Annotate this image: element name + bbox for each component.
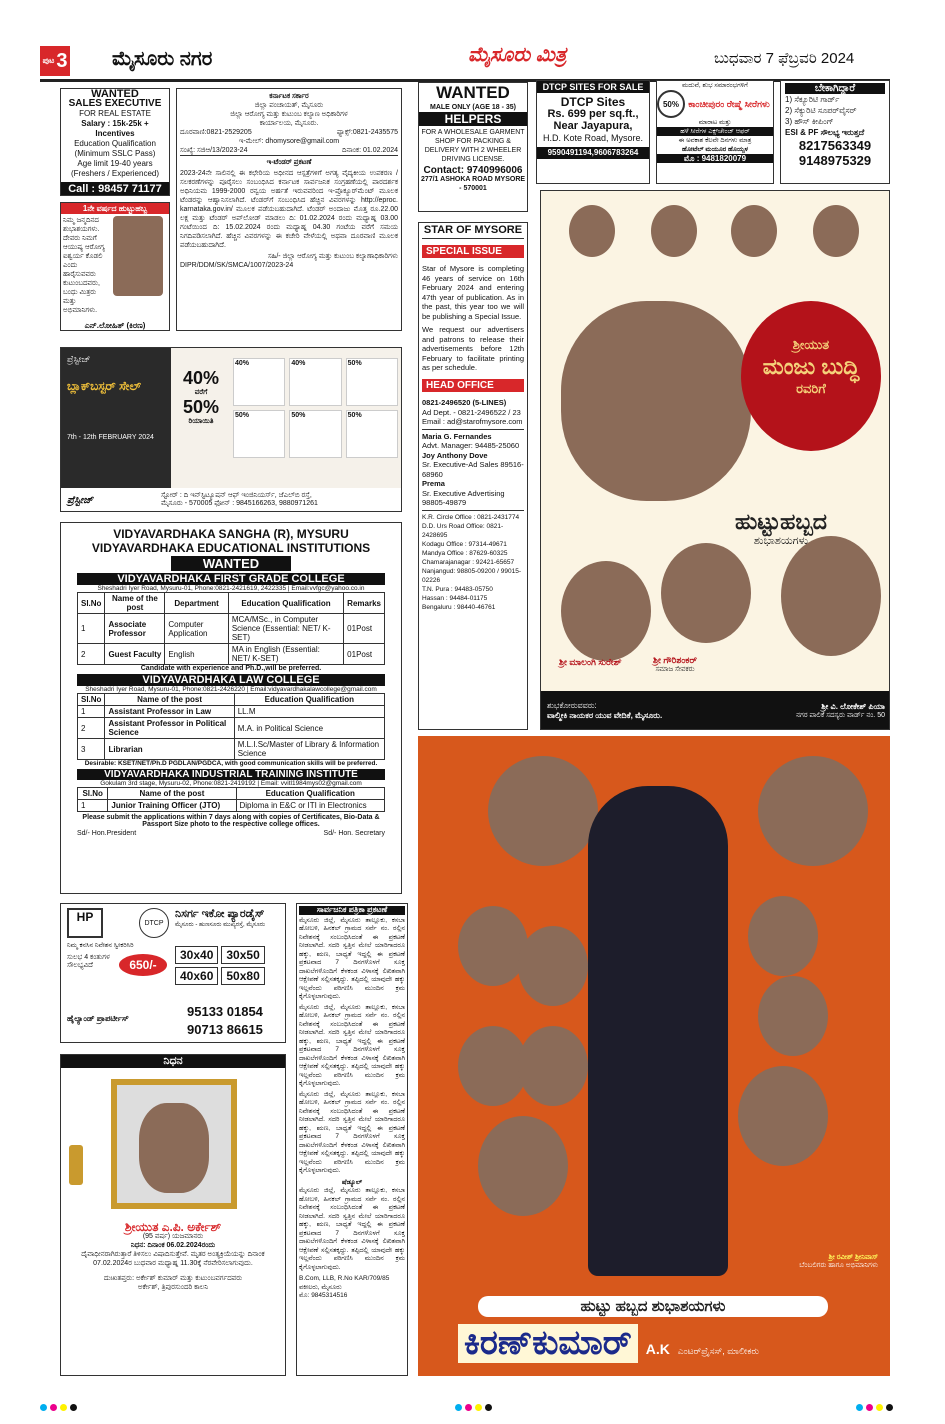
product-tile: 50% <box>233 410 285 458</box>
portrait-photo <box>139 1103 209 1193</box>
product-tile: 50% <box>346 358 398 406</box>
registration-dot <box>876 1404 883 1411</box>
table-row: 2 Assistant Professor in Political Science M.A. in Political Science <box>78 718 385 739</box>
product-grid <box>233 358 398 458</box>
newspaper-title: ಮೈಸೂರು ಮಿತ್ರ <box>468 44 567 66</box>
law-posts-table: Sl.No Name of the post Education Qualification 1 Assistant Professor in Law LL.M 2 Assistant Professor in Political Science M.A. in Political Science 3 Librarian M.L.I.Sc/Master of Library & Information Science <box>77 693 385 760</box>
sale-banner: ಪ್ರೆಸ್ಟೀಜ್ ಬ್ಲಾಕ್‌ಬಸ್ಟರ್ ಸೇಲ್ 7th - 12th FEBRUARY 2024 <box>61 348 171 488</box>
portrait-frame <box>111 1079 237 1209</box>
registration-dot <box>886 1404 893 1411</box>
public-notice: ಸಾರ್ವಜನಿಕ ಪತ್ರಿಕಾ ಪ್ರಕಟಣೆ ಮೈಸೂರು ಜಿಲ್ಲೆ, ಮೈಸೂರು ತಾಲ್ಲೂಕು, ಕಸಬಾ ಹೋಬಳಿ, ಹಿನಕಲ್ ಗ್ರಾಮದ ಸರ್ವೆ ನಂ. ರಲ್ಲಿನ ನಿವೇಶನಕ್ಕೆ ಸಂಬಂಧಿಸಿದಂತೆ ಈ ಪ್ರಕಟಣೆ ನೀಡಲಾಗಿದೆ. ಸದರಿ ಸ್ವತ್ತಿನ ಮೇಲೆ ಯಾರಿಗಾದರೂ ಹಕ್ಕು, ಋಣ, ಬಾಧ್ಯತೆ ಇದ್ದಲ್ಲಿ ಈ ಪ್ರಕಟಣೆ ಪ್ರಕಟವಾದ 7 ದಿನಗಳೊಳಗೆ ಸೂಕ್ತ ದಾಖಲೆಗಳೊಂದಿಗೆ ಕೆಳಕಂಡ ವಿಳಾಸಕ್ಕೆ ಲಿಖಿತವಾಗಿ ಆಕ್ಷೇಪಣೆ ಸಲ್ಲಿಸತಕ್ಕದ್ದು. ತಪ್ಪಿದಲ್ಲಿ ಯಾವುದೇ ಹಕ್ಕು ಇಲ್ಲವೆಂದು ಪರಿಗಣಿಸಿ ಮುಂದಿನ ಕ್ರಮ ಕೈಗೊಳ್ಳಲಾಗುವುದು. ಮೈಸೂರು ಜಿಲ್ಲೆ, ಮೈಸೂರು ತಾಲ್ಲೂಕು, ಕಸಬಾ ಹೋಬಳಿ, ಹಿನಕಲ್ ಗ್ರಾಮದ ಸರ್ವೆ ನಂ. ರಲ್ಲಿನ ನಿವೇಶನಕ್ಕೆ ಸಂಬಂಧಿಸಿದಂತೆ ಈ ಪ್ರಕಟಣೆ ನೀಡಲಾಗಿದೆ. ಸದರಿ ಸ್ವತ್ತಿನ ಮೇಲೆ ಯಾರಿಗಾದರೂ ಹಕ್ಕು, ಋಣ, ಬಾಧ್ಯತೆ ಇದ್ದಲ್ಲಿ ಈ ಪ್ರಕಟಣೆ ಪ್ರಕಟವಾದ 7 ದಿನಗಳೊಳಗೆ ಸೂಕ್ತ ದಾಖಲೆಗಳೊಂದಿಗೆ ಕೆಳಕಂಡ ವಿಳಾಸಕ್ಕೆ ಲಿಖಿತವಾಗಿ ಆಕ್ಷೇಪಣೆ ಸಲ್ಲಿಸತಕ್ಕದ್ದು. ತಪ್ಪಿದಲ್ಲಿ ಯಾವುದೇ ಹಕ್ಕು ಇಲ್ಲವೆಂದು ಪರಿಗಣಿಸಿ ಮುಂದಿನ ಕ್ರಮ ಕೈಗೊಳ್ಳಲಾಗುವುದು. ಮೈಸೂರು ಜಿಲ್ಲೆ, ಮೈಸೂರು ತಾಲ್ಲೂಕು, ಕಸಬಾ ಹೋಬಳಿ, ಹಿನಕಲ್ ಗ್ರಾಮದ ಸರ್ವೆ ನಂ. ರಲ್ಲಿನ ನಿವೇಶನಕ್ಕೆ ಸಂಬಂಧಿಸಿದಂತೆ ಈ ಪ್ರಕಟಣೆ ನೀಡಲಾಗಿದೆ. ಸದರಿ ಸ್ವತ್ತಿನ ಮೇಲೆ ಯಾರಿಗಾದರೂ ಹಕ್ಕು, ಋಣ, ಬಾಧ್ಯತೆ ಇದ್ದಲ್ಲಿ ಈ ಪ್ರಕಟಣೆ ಪ್ರಕಟವಾದ 7 ದಿನಗಳೊಳಗೆ ಸೂಕ್ತ ದಾಖಲೆಗಳೊಂದಿಗೆ ಕೆಳಕಂಡ ವಿಳಾಸಕ್ಕೆ ಲಿಖಿತವಾಗಿ ಆಕ್ಷೇಪಣೆ ಸಲ್ಲಿಸತಕ್ಕದ್ದು. ತಪ್ಪಿದಲ್ಲಿ ಯಾವುದೇ ಹಕ್ಕು ಇಲ್ಲವೆಂದು ಪರಿಗಣಿಸಿ ಮುಂದಿನ ಕ್ರಮ ಕೈಗೊಳ್ಳಲಾಗುವುದು. ಷೆಡ್ಯೂಲ್ ಮೈಸೂರು ಜಿಲ್ಲೆ, ಮೈಸೂರು ತಾಲ್ಲೂಕು, ಕಸಬಾ ಹೋಬಳಿ, ಹಿನಕಲ್ ಗ್ರಾಮದ ಸರ್ವೆ ನಂ. ರಲ್ಲಿನ ನಿವೇಶನಕ್ಕೆ ಸಂಬಂಧಿಸಿದಂತೆ ಈ ಪ್ರಕಟಣೆ ನೀಡಲಾಗಿದೆ. ಸದರಿ ಸ್ವತ್ತಿನ ಮೇಲೆ ಯಾರಿಗಾದರೂ ಹಕ್ಕು, ಋಣ, ಬಾಧ್ಯತೆ ಇದ್ದಲ್ಲಿ ಈ ಪ್ರಕಟಣೆ ಪ್ರಕಟವಾದ 7 ದಿನಗಳೊಳಗೆ ಸೂಕ್ತ ದಾಖಲೆಗಳೊಂದಿಗೆ ಕೆಳಕಂಡ ವಿಳಾಸಕ್ಕೆ ಲಿಖಿತವಾಗಿ ಆಕ್ಷೇಪಣೆ ಸಲ್ಲಿಸತಕ್ಕದ್ದು. ತಪ್ಪಿದಲ್ಲಿ ಯಾವುದೇ ಹಕ್ಕು ಇಲ್ಲವೆಂದು ಪರಿಗಣಿಸಿ ಮುಂದಿನ ಕ್ರಮ ಕೈಗೊಳ್ಳಲಾಗುವುದು. B.Com, LLB, R.No KAR/709/85 ವಕೀಲರು, ಮೈಸೂರು ಮೊ: 9845314516 <box>296 903 408 1376</box>
sales-executive-ad: WANTED SALES EXECUTIVE FOR REAL ESTATE Salary : 15k-25k + Incentives Education Qualification (Minimum SSLC Pass) Age limit 19-40 years (Freshers / Experienced) Call : 98457 71177 <box>60 88 170 196</box>
plots-sale-ad: HP DTCP ನಿಸರ್ಗ ಇಕೋ ಪ್ಯಾರಡೈಸ್ ಮೈಸೂರು - ಹುಣಸೂರು ಮುಖ್ಯರಸ್ತೆ, ಮೈಸೂರು ನಿಮ್ಮ ಕನಸಿನ ನಿವೇಶನ ಸ್ವೀಕರಿಸಿರಿ ಸುಲಭ 4 ಕಂತುಗಳ ಸೌಲಭ್ಯವಿದೆ 650/- 30x40 30x50 40x60 50x80 ಹೈಲ್ಯಾಂಡ್ ಪ್ರಾಪರ್ಟೀಸ್ 95133 01854 90713 86615 <box>60 903 286 1043</box>
supporter-photo <box>518 1026 588 1106</box>
discount-badge: 50% <box>657 90 685 118</box>
swamiji-photo <box>569 205 615 257</box>
ad-footer: ಶುಭಕೋರುವವರು: ವಾಲ್ಮೀಕಿ ನಾಯಕರ ಯುವ ವೇದಿಕೆ, ಮೈಸೂರು. ಶ್ರೀ ವಿ. ಲೋಕೇಶ್ ಪಿಯಾ ನಗರ ಪಾಲಿಕೆ ಸದಸ್ಯರು ವಾರ್ಡ್ ನಂ. 50 <box>541 691 890 730</box>
page-number-badge: ಪುಟ 3 <box>40 46 70 76</box>
registration-dot <box>856 1404 863 1411</box>
product-tile: 50% <box>346 410 398 458</box>
swamiji-photo <box>651 205 697 257</box>
prestige-sale-ad <box>60 347 402 512</box>
supporter-photo <box>488 756 598 866</box>
swamiji-photo <box>731 205 777 257</box>
table-row: 2 Guest Faculty English MA in English (Essential: NET/ K-SET) 01Post <box>78 644 385 665</box>
table-row: 3 Librarian M.L.I.Sc/Master of Library & Information Science <box>78 739 385 760</box>
registration-dot <box>40 1404 47 1411</box>
supporter-photo <box>458 906 528 986</box>
manju-buddhi-photo <box>561 301 751 501</box>
table-row: 1 Associate Professor Computer Application MCA/MSc., in Computer Science (Essential: NET/ K-SET) 01Post <box>78 614 385 644</box>
college-posts-table: Sl.No Name of the post Department Education Qualification Remarks 1 Associate Professor Computer Application MCA/MSc., in Computer Science (Essential: NET/ K-SET) 01Post 2 Guest Faculty English MA in English (Essential: NET/ K-SET) 01Post <box>77 592 385 665</box>
supporter-photo <box>661 543 751 643</box>
silk-sarees-ad: ಮದುವೆ, ಶುಭ ಸಮಾರಂಭಗಳಿಗೆ 50% ಕಾಂಚೀಪುರಂ ರೇಷ್ಮೆ ಸೀರೆಗಳು ಮಾರಾಟ ಮತ್ತು ಹಳೆ ಸೀರೆಗಳ ಎಕ್ಸ್‌ಚೇಂಜ್ ಆಫರ್ ಈ ಅವಕಾಶ ಕೆಲವೇ ದಿನಗಳು ಮಾತ್ರ ಹೋಟೆಲ್ ಮಯೂರ ಹೊಯ್ಸಳ ಮೊ : 9481820079 <box>656 80 774 184</box>
registration-dot <box>475 1404 482 1411</box>
obituary-ad: ನಿಧನ ಶ್ರೀಯುತ ಎ.ಪಿ. ಅರ್ಕೇಶ್ (95 ವರ್ಷ) ಯಜಮಾನರು ನಿಧನ: ದಿನಾಂಕ 06.02.2024ರಂದು ದೈವಾಧೀನರಾಗಿರುತ್ತಾರೆ ತಿಳಿಸಲು ವಿಷಾದಿಸುತ್ತೇವೆ. ಮೃತರ ಅಂತ್ಯಕ್ರಿಯೆಯನ್ನು ದಿನಾಂಕ 07.02.2024ರ ಬುಧವಾರ ಮಧ್ಯಾಹ್ನ 11.30ಕ್ಕೆ ನೆರವೇರಿಸಲಾಗುವುದು. ದುಃಖತಪ್ತರು: ಅರ್ಕೇಶ್ ಕುಮಾರ್ ಮತ್ತು ಕುಟುಂಬವರ್ಗದವರು ಅರ್ಕೇಶ್, ತ್ರಿಪುರಸುಂದರಿ ಕಾಲನಿ <box>60 1054 286 1376</box>
birthday-ad: 1ನೇ ವರ್ಷದ ಹುಟ್ಟುಹಬ್ಬ ನಿಮ್ಮ ಜನ್ಮದಿನದ ಶುಭಾಶಯಗಳು. ದೇವರು ನಿಮಗೆ ಆಯುಷ್ಯ ಆರೋಗ್ಯ ಐಶ್ವರ್ಯ ಕೊಡಲಿ ಎಂದು ಹಾರೈಸುವವರು ಕುಟುಂಬದವರು, ಬಂಧು ಮಿತ್ರರು ಮತ್ತು ಅಭಿಮಾನಿಗಳು. ಎನ್.ಲೋಹಿತ್ (ಕಿರಣ) <box>60 202 170 331</box>
star-of-mysore-notice: STAR OF MYSORE SPECIAL ISSUE Star of Mysore is completing 46 years of service on 16th February 2024 and entering 47th year of publication. As in the past, this year too we will be publishing a Special Issue. We request our advertisers and patrons to release their advertisements before 12th February to facilitate printing as per schedule. HEAD OFFICE 0821-2496520 (5-LINES) Ad Dept. - 0821-2496522 / 23 Email : ad@starofmysore.com Maria G. Fernandes Advt. Manager: 94485-25060 Joy Anthony Dove Sr. Executive-Ad Sales 89516-68960 Prema Sr. Executive Advertising 98805-49879 K.R. Circle Office : 0821-2431774 D.D. Urs Road Office: 0821-2428695 Kodagu Office : 97314-49671 Mandya Office : 87629-60325 Chamarajanagar : 92421-65657 Nanjangud: 98805-09200 / 99015-02226 T.N. Pura : 94483-05750 Hassan : 94484-01175 Bengaluru : 98440-46761 <box>418 222 528 730</box>
e-tender-notice: ಕರ್ನಾಟಕ ಸರ್ಕಾರ ಜಿಲ್ಲಾ ಪಂಚಾಯತ್, ಮೈಸೂರು ಜಿಲ್ಲಾ ಆರೋಗ್ಯ ಮತ್ತು ಕುಟುಂಬ ಕಲ್ಯಾಣ ಅಧಿಕಾರಿಗಳ ಕಾರ್ಯಾಲಯ, ಮೈಸೂರು. ದೂರವಾಣಿ:0821-2529205 ಫ್ಯಾಕ್ಸ್:0821-2435575 ಇ-ಮೇಲ್: dhomysore@gmail.com ಸಂಖ್ಯೆ: ಸಜಿಆ/13/2023-24 ದಿನಾಂಕ: 01.02.2024 ಇ-ಟೆಂಡರ್ ಪ್ರಕಟಣೆ 2023-24ನೇ ಸಾಲಿನಲ್ಲಿ ಈ ಕಛೇರಿಯ ಅಧೀನದ ಆಸ್ಪತ್ರೆಗಳಿಗೆ ಅಗತ್ಯ ವೈದ್ಯಕೀಯ ಉಪಕರಣ / ಸಲಕರಣೆಗಳನ್ನು ಪೂರೈಸಲು ಸಂಬಂಧಿಸಿದ ಕರ್ನಾಟಕ ಸಾರ್ವಜನಿಕ ಸಂಗ್ರಹಣೆಯಲ್ಲಿ ಪಾರದರ್ಶಕ ಅಧಿನಿಯಮ 1999-2000 ರನ್ವಯ ಅರ್ಹತೆ ಇರುವವರಿಂದ ಇ-ಪ್ರೊಕ್ಯೂರ್‌ಮೆಂಟ್ ಮೂಲಕ ಟೆಂಡರನ್ನು ಆಹ್ವಾನಿಸಲಾಗಿದೆ. ಟೆಂಡರ್‌ಗೆ ಸಂಬಂಧಿಸಿದ ಹೆಚ್ಚಿನ ವಿವರಗಳನ್ನು http://eproc. karnataka.gov.in/ ಮೂಲಕ ಪಡೆಯಬಹುದಾಗಿದೆ. ಟೆಂಡರ್ ಅಂದಾಜು ಮೊತ್ತ ರೂ.22.00 ಲಕ್ಷ ಮತ್ತು ಟೆಂಡರ್ ಅಪ್‌ಲೋಡ್ ಮಾಡಲು ದಿ: 01.02.2024 ರಂದು ಮಧ್ಯಾಹ್ನ 03.00 ಗಂಟೆಯಿಂದ ದಿ: 15.02.2024 ರಂದು ಮಧ್ಯಾಹ್ನ 04.30 ಗಂಟೆಯ ವರೆಗೆ ಸಮಯ ನಿಗದಿಪಡಿಸಲಾಗಿದೆ. ಹೆಚ್ಚಿನ ವಿವರಗಳನ್ನು ಈ ಕಚೇರಿ ವೇಳೆಯಲ್ಲಿ ಅಥವಾ ದೂರವಾಣಿ ಮೂಲಕ ಪಡೆಯಬಹುದಾಗಿದೆ. ಸಹಿ/- ಜಿಲ್ಲಾ ಆರೋಗ್ಯ ಮತ್ತು ಕುಟುಂಬ ಕಲ್ಯಾಣಾಧಿಕಾರಿಗಳು DIPR/DDM/SK/SMCA/1007/2023-24 <box>176 88 402 331</box>
swamiji-photo <box>813 205 859 257</box>
product-tile: 40% <box>233 358 285 406</box>
registration-dot <box>465 1404 472 1411</box>
table-row: 1 Junior Training Officer (JTO) Diploma in E&C or ITI in Electronics <box>78 800 385 812</box>
discount-block: 40% ವರೆಗೆ 50% ರಿಯಾಯಿತಿ <box>182 368 220 425</box>
kiran-kumar-birthday-ad: ಶ್ರೀ ರವೀಶ್ ಶ್ರೀನಿವಾಸ್ ಬೆಂಬಲಿಗರು ಹಾಗೂ ಅಭಿಮಾನಿಗಳು ಹುಟ್ಟು ಹಬ್ಬದ ಶುಭಾಶಯಗಳು ಕಿರಣ್‌ಕುಮಾರ್ A.K ಎಂಟರ್‌ಪ್ರೈಸಸ್, ಮಾಲೀಕರು <box>418 736 890 1376</box>
registration-dot <box>485 1404 492 1411</box>
table-row: 1 Assistant Professor in Law LL.M <box>78 706 385 718</box>
security-jobs-ad: ಬೇಕಾಗಿದ್ದಾರೆ 1) ಸೆಕ್ಯೂರಿಟಿ ಗಾರ್ಡ್ 2) ಸೆಕ್ಯುರಿಟಿ ಸೂಪರ್‌ವೈಸರ್ 3) ಹೌಸ್ ಕೀಪಿಂಗ್ ESI & PF ಸೌಲಭ್ಯ ಇರುತ್ತದೆ 8217563349 9148975329 <box>780 80 890 184</box>
lamp-icon <box>69 1145 83 1185</box>
supporter-photo <box>478 1116 568 1216</box>
child-photo <box>113 216 163 296</box>
kiran-kumar-photo <box>588 786 728 1276</box>
supporter-photo <box>758 756 868 866</box>
name-medallion: ಶ್ರೀಯುತ ಮಂಜು ಬುದ್ಧಿ ರವರಿಗೆ <box>741 301 881 451</box>
registration-dot <box>60 1404 67 1411</box>
registration-dot <box>866 1404 873 1411</box>
supporter-photo <box>758 976 828 1056</box>
supporter-photo <box>781 536 881 656</box>
supporter-photo <box>738 1066 828 1166</box>
iti-posts-table: Sl.No Name of the post Education Qualification 1 Junior Training Officer (JTO) Diploma in E&C or ITI in Electronics <box>77 787 385 812</box>
plot-sizes: 30x40 30x50 40x60 50x80 <box>175 946 265 985</box>
registration-dot <box>455 1404 462 1411</box>
store-address: ಪ್ರೆಸ್ಟೀಜ್ ಸ್ಟೋರ್ : ದಿ ಇನ್‌ಸ್ಟಿಟ್ಯೂಷನ್ ಆಫ್ ಇಂಜಿನಿಯರ್ಸ್, ಜೆಎಲ್‌ಬಿ ರಸ್ತೆ, ಮೈಸೂರು - 570005 ಫೋನ್ : 9845166263, 9880971261 <box>61 488 401 512</box>
registration-dot <box>50 1404 57 1411</box>
issue-date: ಬುಧವಾರ 7 ಫೆಬ್ರವರಿ 2024 <box>714 50 855 67</box>
helpers-wanted-ad: WANTED MALE ONLY (AGE 18 - 35) HELPERS FOR A WHOLESALE GARMENT SHOP FOR PACKING & DELIVERY WITH 2 WHEELER DRIVING LICENSE. Contact: 9740996006 277/1 ASHOKA ROAD MYSORE - 570001 <box>418 82 528 212</box>
product-tile: 40% <box>289 358 341 406</box>
dtcp-seal: DTCP <box>139 908 169 938</box>
dtcp-sites-ad: DTCP SITES FOR SALE DTCP Sites Rs. 699 per sq.ft., Near Jayapura, H.D. Kote Road, Mysore. 9590491194,9606783264 <box>536 80 650 184</box>
logo-icon: HP <box>67 908 103 938</box>
branch-offices: K.R. Circle Office : 0821-2431774 D.D. Urs Road Office: 0821-2428695 Kodagu Office : 97314-49671 Mandya Office : 87629-60325 Chamarajanagar : 92421-65657 Nanjangud: 98805-09200 / 99015-02226 T.N. Pura : 94483-05750 Hassan : 94484-01175 Bengaluru : 98440-46761 <box>422 513 522 611</box>
registration-dot <box>70 1404 77 1411</box>
supporter-photo <box>748 896 818 976</box>
section-title: ಮೈಸೂರು ನಗರ <box>112 48 213 70</box>
supporter-photo <box>518 926 588 1006</box>
supporter-photo <box>561 561 651 661</box>
manju-buddhi-birthday-ad: ಶ್ರೀಯುತ ಮಂಜು ಬುದ್ಧಿ ರವರಿಗೆ ಹುಟ್ಟುಹಬ್ಬದ ಶುಭಾಶಯಗಳು ಶ್ರೀ ಮಾಲಂಗಿ ಸುರೇಶ್ ಶ್ರೀ ಗೌರಿಶಂಕರ್ ಸಮಾಜ ಸೇವಕರು ಶುಭಕೋರುವವರು: ವಾಲ್ಮೀಕಿ ನಾಯಕರ ಯುವ ವೇದಿಕೆ, ಮೈಸೂರು. ಶ್ರೀ ವಿ. ಲೋಕೇಶ್ ಪಿಯಾ ನಗರ ಪಾಲಿಕೆ ಸದಸ್ಯರು ವಾರ್ಡ್ ನಂ. 50 <box>540 190 890 730</box>
vidyavardhaka-recruitment-ad: VIDYAVARDHAKA SANGHA (R), MYSURU VIDYAVARDHAKA EDUCATIONAL INSTITUTIONS WANTED VIDYAVARDHAKA FIRST GRADE COLLEGE Sheshadri Iyer Road, Mysuru-01, Phone:0821-2421619, 2422335 | Email:vvfgc@yahoo.co.in Sl.No Name of the post Department Education Qualification Remarks 1 Associate Professor Computer Application MCA/MSc., in Computer Science (Essential: NET/ K-SET) 01Post 2 Guest Faculty English MA in English (Essential: NET/ K-SET) 01Post Candidate with experience and Ph.D.,will be preferred. VIDYAVARDHAKA LAW COLLEGE Sheshadri Iyer Road, Mysuru-01, Phone:0821-2426220 | Email:vidyavardhakalawcollege@gmail.com Sl.No Name of the post Education Qualification 1 Assistant Professor in Law LL.M 2 Assistant Professor in Political Science M.A. in Political Science 3 Librarian M.L.I.Sc/Master of Library & Information Science Desirable: KSET/NET/Ph.D PGDLAN/PGDCA, with good communication skills will be preferred. VIDYAVARDHAKA INDUSTRIAL TRAINING INSTITUTE Gokulam 3rd stage, Mysuru-02, Phone:0821-2419192 | Email: vvitl1984mys02@gmail.com Sl.No Name of the post Education Qualification 1 Junior Training Officer (JTO) Diploma in E&C or ITI in Electronics Please submit the applications within 7 days along with copies of Certificates, Bio-Data & Passport Size photo to the respective college offices. Sd/- Hon.President Sd/- Hon. Secretary <box>60 522 402 894</box>
product-tile: 50% <box>289 410 341 458</box>
